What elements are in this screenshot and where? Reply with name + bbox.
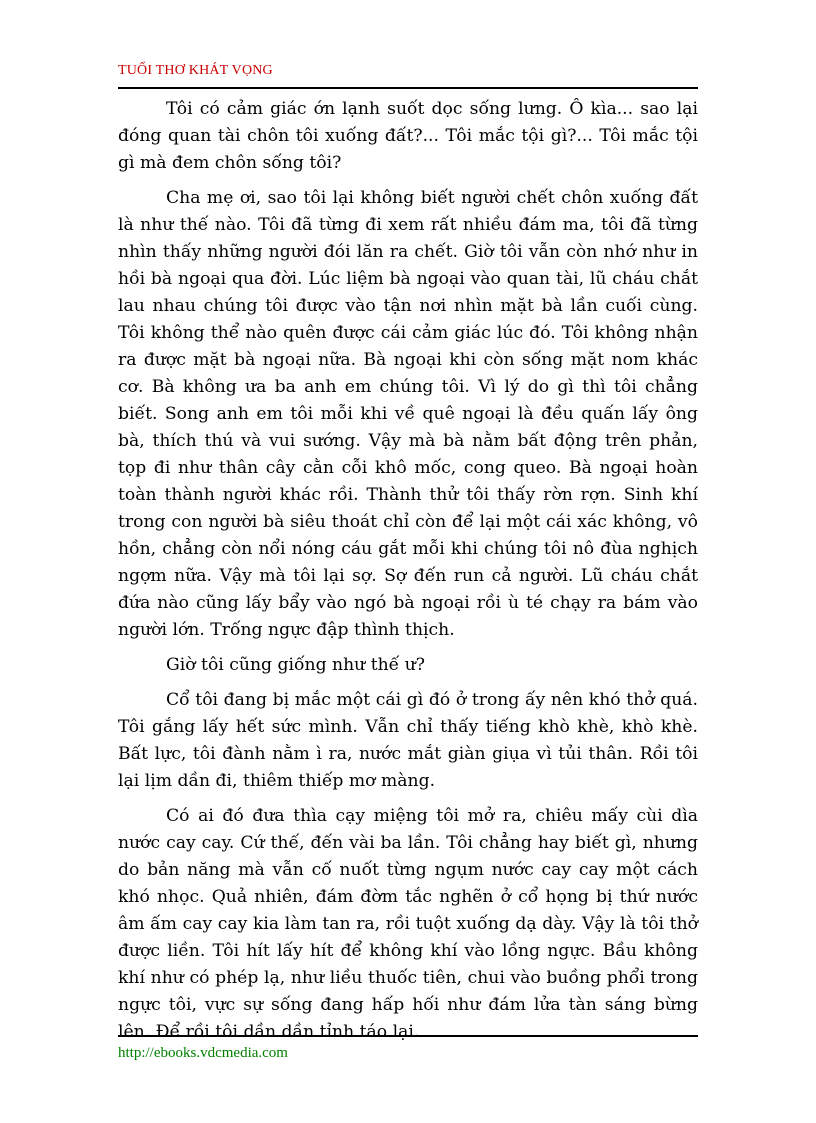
book-title: TUỔI THƠ KHÁT VỌNG <box>118 63 273 78</box>
source-url-link[interactable]: http://ebooks.vdcmedia.com <box>118 1045 288 1061</box>
page-body <box>118 96 698 1054</box>
paragraph: Cổ tôi đang bị mắc một cái gì đó ở trong ấy nên khó thở quá. Tôi gắng lấy hết sức mình. Vẫn chỉ thấy tiếng khò khè, khò khè. Bất lực, tôi đành nằm ì ra, nước mắt giàn giụa vì tủi thân. Rồi tôi lại lịm dần đi, thiêm thiếp mơ màng. <box>118 690 698 791</box>
footer-divider <box>118 1035 698 1037</box>
paragraph: Tôi có cảm giác ớn lạnh suốt dọc sống lưng. Ô kìa... sao lại đóng quan tài chôn tôi xuống đất?... Tôi mắc tội gì?... Tôi mắc tội gì mà đem chôn sống tôi? <box>118 99 698 173</box>
header-divider <box>118 87 698 89</box>
page-header <box>118 62 698 89</box>
paragraph: Giờ tôi cũng giống như thế ư? <box>166 655 426 675</box>
paragraph: Cha mẹ ơi, sao tôi lại không biết người chết chôn xuống đất là như thế nào. Tôi đã từng đi xem rất nhiều đám ma, tôi đã từng nhìn thấy những người đói lăn ra chết. Giờ tôi vẫn còn nhớ như in hồi bà ngoại qua đời. Lúc liệm bà ngoại vào quan tài, lũ cháu chắt lau nhau chúng tôi được vào tận nơi nhìn mặt bà lần cuối cùng. Tôi không thể nào quên được cái cảm giác lúc đó. Tôi không nhận ra được mặt bà ngoại nữa. Bà ngoại khi còn sống mặt nom khác cơ. Bà không ưa ba anh em chúng tôi. Vì lý do gì thì tôi chẳng biết. Song anh em tôi mỗi khi về quê ngoại là đều quấn lấy ông bà, thích thú và vui sướng. Vậy mà bà nằm bất động trên phản, tọp đi như thân cây cằn cỗi khô mốc, cong queo. Bà ngoại hoàn toàn thành người khác rồi. Thành thử tôi thấy rờn rợn. Sinh khí trong con người bà siêu thoát chỉ còn để lại một cái xác không, vô hồn, chẳng còn nổi nóng cáu gắt mỗi khi chúng tôi nô đùa nghịch ngợm nữa. Vậy mà tôi lại sợ. Sợ đến run cả người. Lũ cháu chắt đứa nào cũng lấy bẩy vào ngó bà ngoại rồi ù té chạy ra bám vào người lớn. Trống ngực đập thình thịch. <box>118 188 698 640</box>
page-footer <box>118 1035 698 1063</box>
paragraph: Có ai đó đưa thìa cạy miệng tôi mở ra, chiêu mấy cùi dìa nước cay cay. Cứ thế, đến vài ba lần. Tôi chẳng hay biết gì, nhưng do bản năng mà vẫn cố nuốt từng ngụm nước cay cay một cách khó nhọc. Quả nhiên, đám đờm tắc nghẽn ở cổ họng bị thứ nước âm ấm cay cay kia làm tan ra, rồi tuột xuống dạ dày. Vậy là tôi thở được liền. Tôi hít lấy hít để không khí vào lồng ngực. Bầu không khí như có phép lạ, như liều thuốc tiên, chui vào buồng phổi trong ngực tôi, vực sự sống đang hấp hối như đám lửa tàn sáng bừng lên. Để rồi tôi dần dần tỉnh táo lại. <box>118 806 698 1042</box>
